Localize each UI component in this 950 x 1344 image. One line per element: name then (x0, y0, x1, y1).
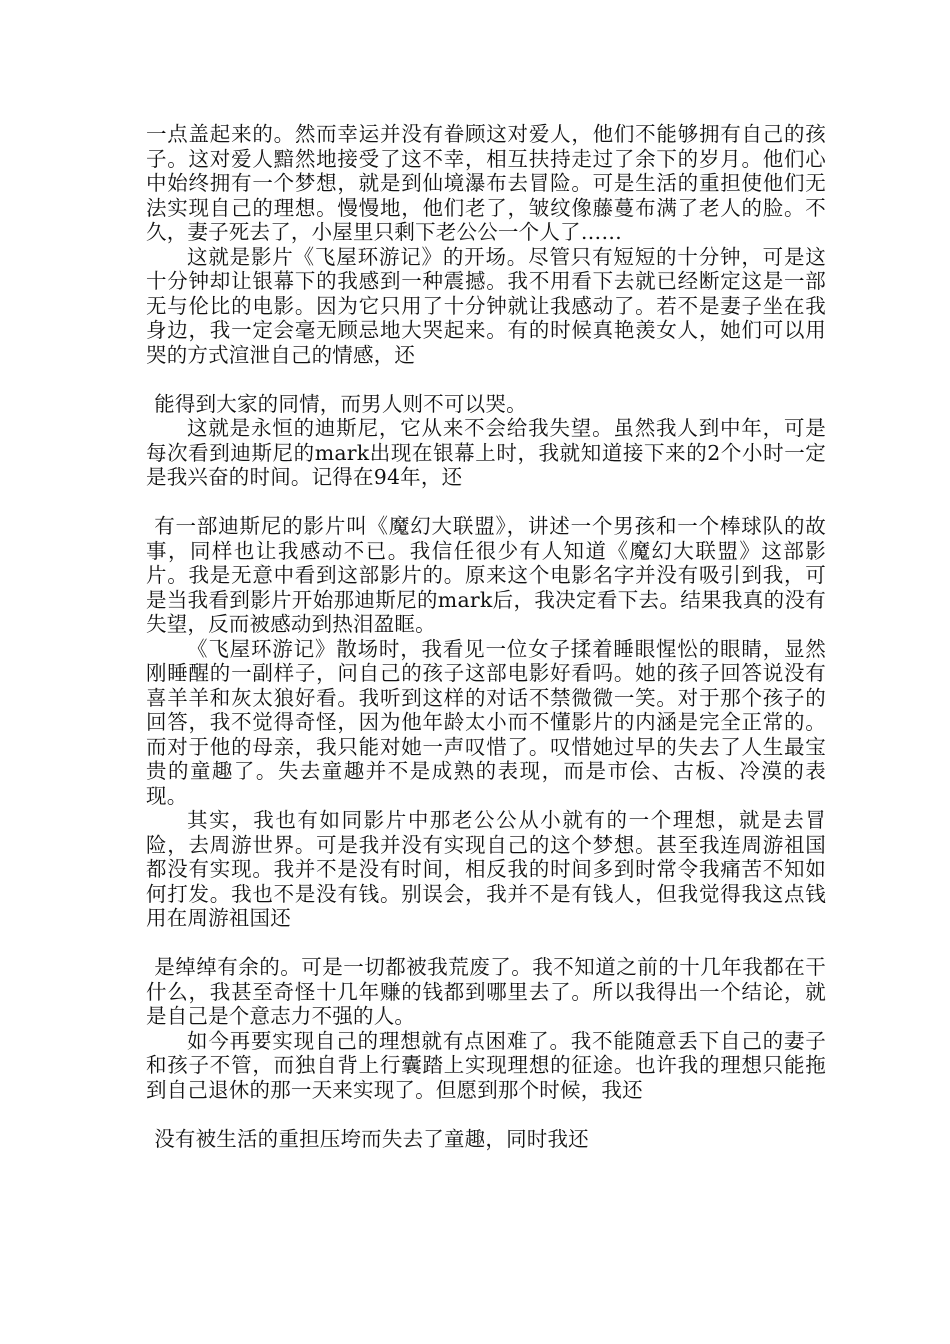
paragraph-2: 这就是影片《飞屋环游记》的开场。尽管只有短短的十分钟，可是这十分钟却让银幕下的我感到一种震撼。我不用看下去就已经断定这是一部无与伦比的电影。因为它只用了十分钟就让我感动了。若不是妻子坐在我身边，我一定会毫无顾忌地大哭起来。有的时候真艳羡女人，她们可以用哭的方式渲泄自己的情感，还 (146, 244, 826, 367)
paragraph-6: 《飞屋环游记》散场时，我看见一位女子揉着睡眼惺忪的眼睛，显然刚睡醒的一副样子，问自己的孩子这部电影好看吗。她的孩子回答说没有喜羊羊和灰太狼好看。我听到这样的对话不禁微微一笑。对于那个孩子的回答，我不觉得奇怪，因为他年龄太小而不懂影片的内涵是完全正常的。而对于他的母亲，我只能对她一声叹惜了。叹惜她过早的失去了人生最宝贵的童趣了。失去童趣并不是成熟的表现，而是市侩、古板、冷漠的表现。 (146, 636, 826, 808)
paragraph-4: 这就是永恒的迪斯尼，它从来不会给我失望。虽然我人到中年，可是每次看到迪斯尼的mark出现在银幕上时，我就知道接下来的2个小时一定是我兴奋的时间。记得在94年，还 (146, 416, 826, 489)
paragraph-5: 有一部迪斯尼的影片叫《魔幻大联盟》，讲述一个男孩和一个棒球队的故事，同样也让我感动不已。我信任很少有人知道《魔幻大联盟》这部影片。我是无意中看到这部影片的。原来这个电影名字并没有吸引到我，可是当我看到影片开始那迪斯尼的mark后，我决定看下去。结果我真的没有失望，反而被感动到热泪盈眶。 (146, 514, 826, 636)
paragraph-7: 其实，我也有如同影片中那老公公从小就有的一个理想，就是去冒险，去周游世界。可是我并没有实现自己的这个梦想。甚至我连周游祖国都没有实现。我并不是没有时间，相反我的时间多到时常令我痛苦不知如何打发。我也不是没有钱。别误会，我并不是有钱人，但我觉得我这点钱用在周游祖国还 (146, 808, 826, 930)
paragraph-8: 是绰绰有余的。可是一切都被我荒废了。我不知道之前的十几年我都在干什么，我甚至奇怪十几年赚的钱都到哪里去了。所以我得出一个结论，就是自己是个意志力不强的人。 (146, 955, 826, 1028)
paragraph-3: 能得到大家的同情，而男人则不可以哭。 (154, 391, 527, 416)
paragraph-10: 没有被生活的重担压垮而失去了童趣，同时我还 (154, 1126, 589, 1151)
paragraph-1: 一点盖起来的。然而幸运并没有眷顾这对爱人，他们不能够拥有自己的孩子。这对爱人黯然地接受了这不幸，相互扶持走过了余下的岁月。他们心中始终拥有一个梦想，就是到仙境瀑布去冒险。可是生活的重担使他们无法实现自己的理想。慢慢地，他们老了，皱纹像藤蔓布满了老人的脸。不久，妻子死去了，小屋里只剩下老公公一个人了…… (146, 122, 826, 244)
document-body (146, 122, 826, 1151)
paragraph-9: 如今再要实现自己的理想就有点困难了。我不能随意丢下自己的妻子和孩子不管，而独自背上行囊踏上实现理想的征途。也许我的理想只能拖到自己退休的那一天来实现了。但愿到那个时候，我还 (146, 1028, 826, 1102)
